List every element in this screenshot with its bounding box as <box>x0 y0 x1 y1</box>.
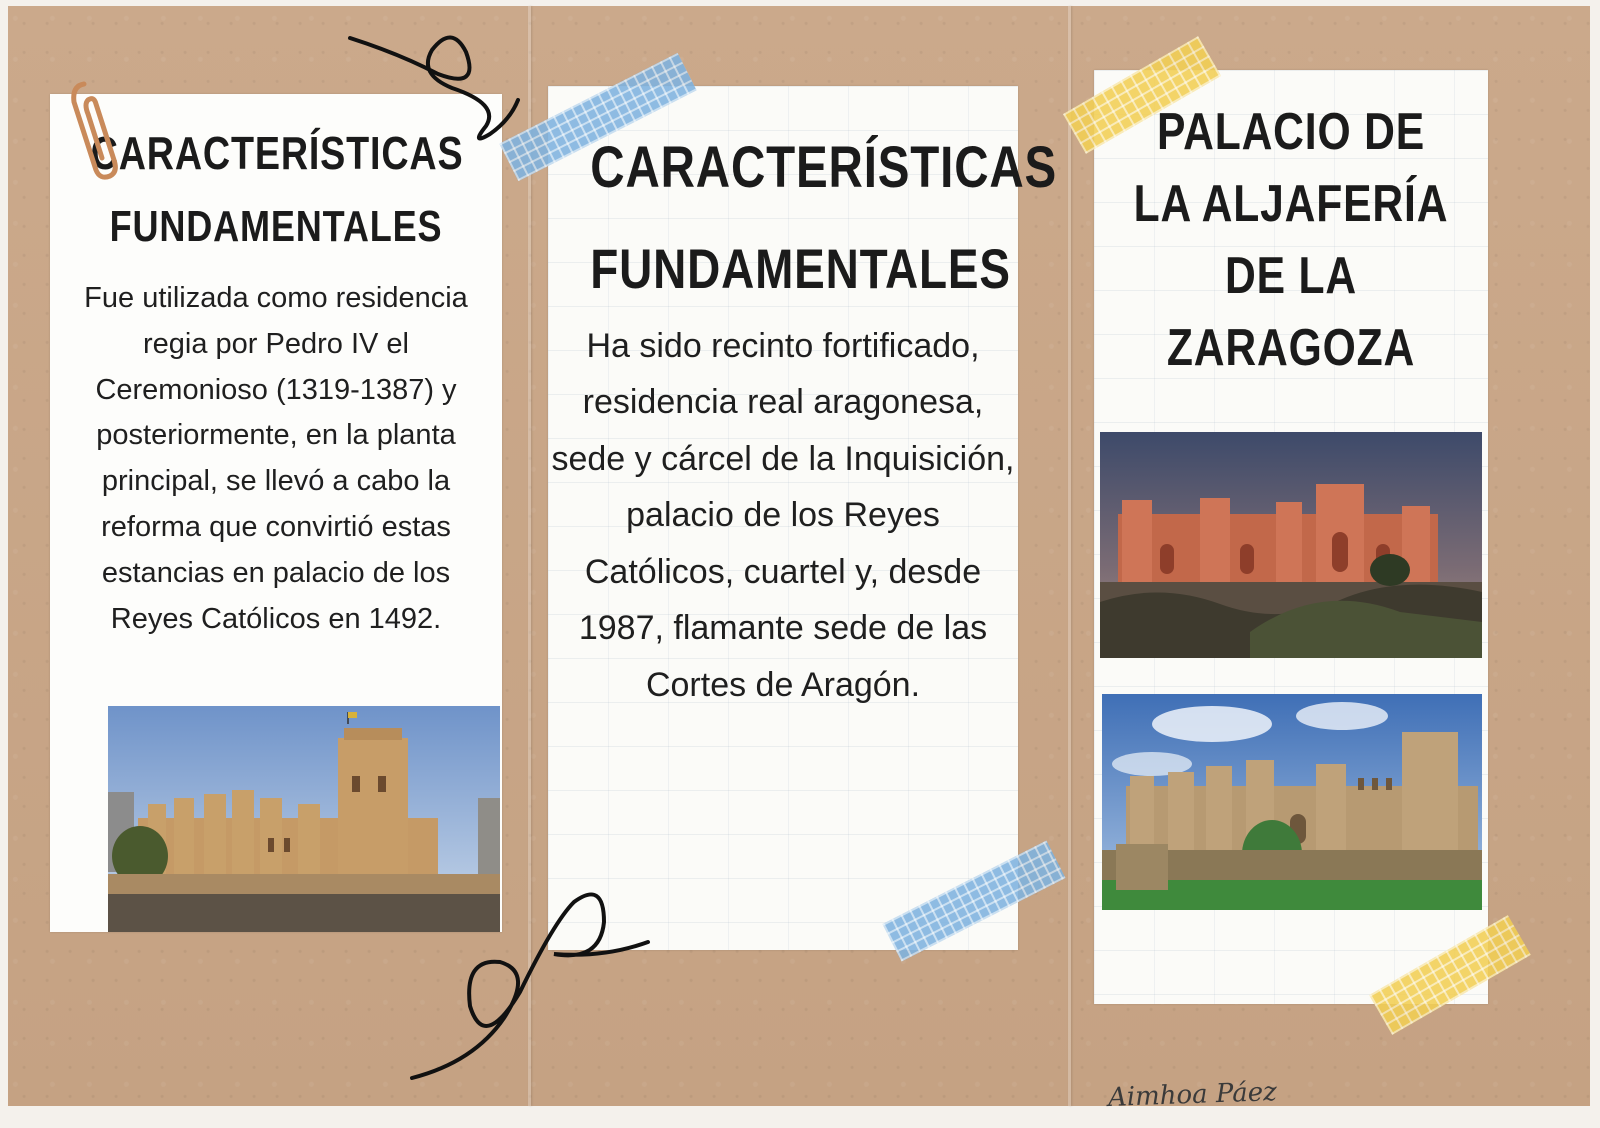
left-heading-line2: FUNDAMENTALES <box>109 202 443 251</box>
middle-heading-line2: FUNDAMENTALES <box>590 237 1011 300</box>
signature: Aimhoa Páez <box>1107 1077 1278 1113</box>
palace-daytime-photo <box>1102 694 1482 910</box>
title-line2: LA ALJAFERÍA <box>1133 175 1449 233</box>
title-line1: PALACIO DE <box>1156 103 1425 161</box>
middle-body-text: Ha sido recinto fortificado, residencia real aragonesa, sede y cárcel de la Inquisición, palacio de los Reyes Católicos, cuartel y, desde 1987, flamante sede de las Cortes de Aragón. <box>551 327 1015 704</box>
loop-doodle-bottom-icon <box>404 882 654 1082</box>
middle-heading-line1: CARACTERÍSTICAS <box>590 135 1058 200</box>
paper-clip-icon <box>66 80 126 184</box>
loop-doodle-top-icon <box>340 24 540 164</box>
middle-panel-card <box>548 86 1058 950</box>
title-line4: ZARAGOZA <box>1166 319 1416 377</box>
fold-line-right <box>1068 6 1071 1106</box>
left-body-text: Fue utilizada como residencia regia por Pedro IV el Ceremonioso (1319-1387) y posteriormente, en la planta principal, se llevó a cabo la reforma que convirtió estas estancias en palacio de los Reyes Católicos en 1492. <box>84 282 468 635</box>
title-line3: DE LA <box>1224 247 1358 305</box>
left-heading-line1: CARACTERÍSTICAS <box>90 127 464 179</box>
palace-dusk-photo <box>1100 432 1482 658</box>
